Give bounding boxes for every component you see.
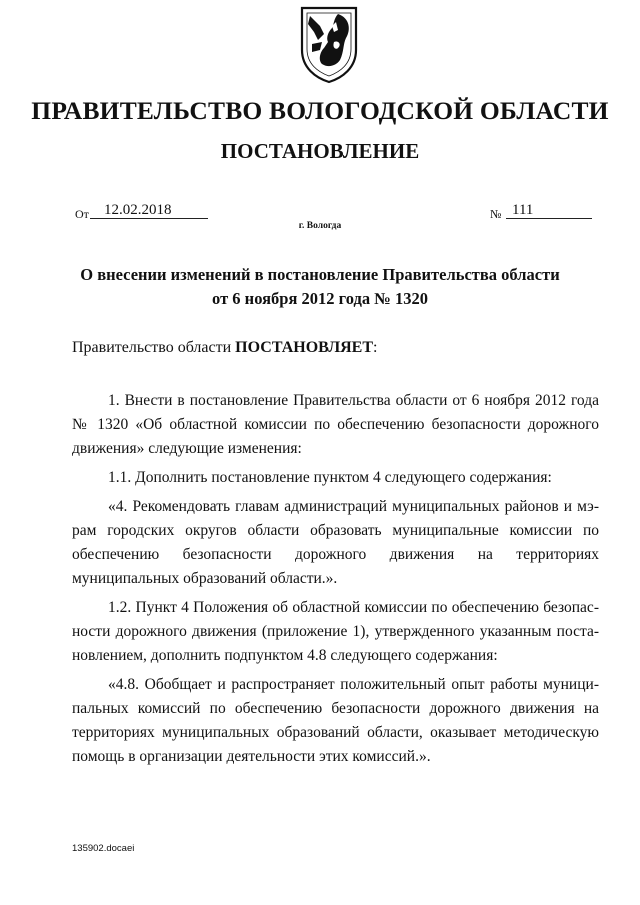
file-reference: 135902.docaei xyxy=(72,843,135,854)
number-field: 111 xyxy=(506,202,592,219)
coat-of-arms-emblem xyxy=(298,4,360,84)
document-subject xyxy=(0,263,640,311)
preamble-tail: : xyxy=(373,339,378,356)
body-paragraph: «4. Рекомендовать главам администраций муниципальных районов и мэрам городских округов области образовать муниципальные комиссии по обеспечению безопасности дорожного движения на территориях муниципальных образований области.». xyxy=(72,498,599,587)
subject-line: О внесении изменений в постановление Правительства области xyxy=(80,265,560,284)
document-body xyxy=(72,389,599,774)
date-field: 12.02.2018 xyxy=(90,202,208,219)
body-paragraph: «4.8. Обобщает и распространяет положительный опыт работы муниципальных комиссий по обеспечению безопасности дорожного движения на территориях муниципальных образований области, оказывает методическую помощь в организации деятельности этих комиссий.». xyxy=(72,676,599,765)
date-label: От xyxy=(75,207,89,221)
preamble xyxy=(72,337,377,359)
body-paragraph: 1. Внести в постановление Правительства области от 6 ноября 2012 года № 1320 «Об областной комиссии по обеспечению безопасности дорожного движения» следующие изменения: xyxy=(72,392,599,457)
number-label: № xyxy=(490,207,502,221)
subject-line: от 6 ноября 2012 года № 1320 xyxy=(212,289,428,308)
body-paragraph: 1.2. Пункт 4 Положения об областной комиссии по обеспечению безопасности дорожного движения (приложение 1), утвержденного указанным постановлением, дополнить подпунктом 4.8 следующего содержания: xyxy=(72,599,599,664)
document-type-title: ПОСТАНОВЛЕНИЕ xyxy=(220,139,420,163)
body-paragraph: 1.1. Дополнить постановление пунктом 4 следующего содержания: xyxy=(108,469,552,486)
government-title: ПРАВИТЕЛЬСТВО ВОЛОГОДСКОЙ ОБЛАСТИ xyxy=(31,96,609,125)
city-label: г. Вологда xyxy=(298,221,342,231)
preamble-text: Правительство области xyxy=(72,339,236,356)
preamble-resolves: ПОСТАНОВЛЯЕТ xyxy=(235,339,374,356)
